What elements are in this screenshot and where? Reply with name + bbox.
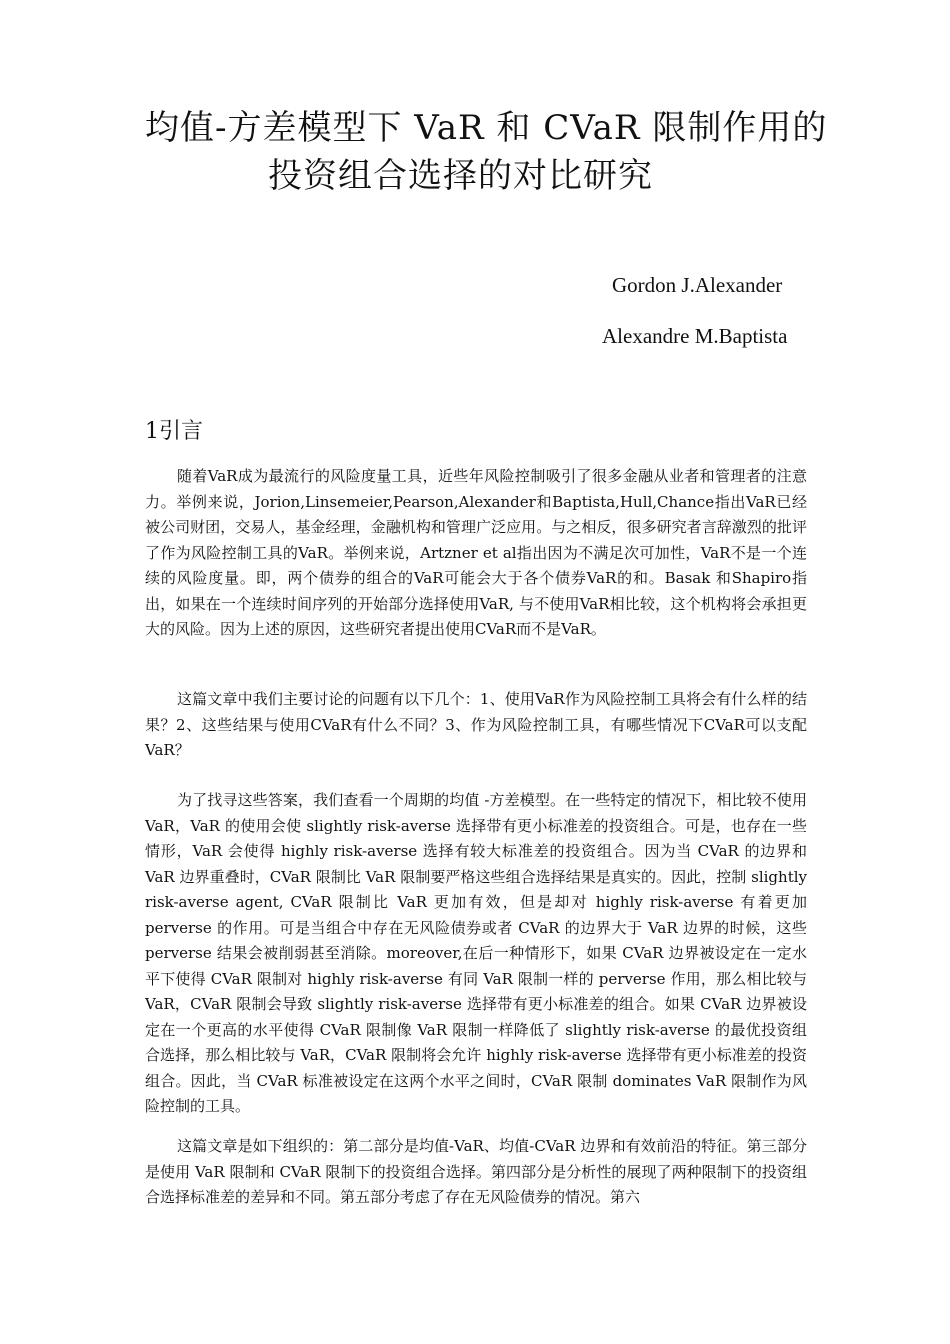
- author-name: Alexandre M.Baptista: [602, 324, 788, 348]
- body-paragraph: 随着VaR成为最流行的风险度量工具，近些年风险控制吸引了很多金融从业者和管理者的注意力。举例来说，Jorion,Linsemeier,Pearson,Alexander和Baptista,Hull,Chance指出VaR已经被公司财团，交易人，基金经理，金融机构和管理广泛应用。与之相反，很多研究者言辞激烈的批评了作为风险控制工具的VaR。举例来说，Artzner et al指出因为不满足次可加性，VaR不是一个连续的风险度量。即，两个债券的组合的VaR可能会大于各个债券VaR的和。Basak 和Shapiro指出，如果在一个连续时间序列的开始部分选择使用VaR, 与不使用VaR相比较，这个机构将会承担更大的风险。因为上述的原因，这些研究者提出使用CVaR而不是VaR。: [145, 467, 807, 638]
- title-line-2: 投资组合选择的对比研究: [268, 156, 653, 196]
- body-paragraph: 这篇文章是如下组织的：第二部分是均值-VaR、均值-CVaR 边界和有效前沿的特征。第三部分是使用 VaR 限制和 CVaR 限制下的投资组合选择。第四部分是分析性的展现了两种限制下的投资组合选择标准差的差异和不同。第五部分考虑了存在无风险债券的情况。第六: [145, 1137, 807, 1206]
- section-heading: 1引言: [145, 419, 203, 444]
- author-name: Gordon J.Alexander: [612, 273, 783, 297]
- body-paragraph: 这篇文章中我们主要讨论的问题有以下几个：1、使用VaR作为风险控制工具将会有什么样的结果？2、这些结果与使用CVaR有什么不同？3、作为风险控制工具，有哪些情况下CVaR可以支配VaR？: [145, 690, 807, 759]
- title-line-1: 均值-方差模型下 VaR 和 CVaR 限制作用的: [145, 108, 828, 148]
- body-paragraph: 为了找寻这些答案，我们查看一个周期的均值 -方差模型。在一些特定的情况下，相比较不使用 VaR，VaR 的使用会使 slightly risk-averse 选择带有更小标准差的投资组合。可是，也存在一些情形，VaR 会使得 highly risk-averse 选择有较大标准差的投资组合。因为当 CVaR 的边界和 VaR 边界重叠时，CVaR 限制比 VaR 限制要严格这些组合选择结果是真实的。因此，控制 slightly risk-averse agent, CVaR 限制比 VaR 更加有效，但是却对 highly risk-averse 有着更加 perverse 的作用。可是当组合中存在无风险债券或者 CVaR 的边界大于 VaR 边界的时候，这些 perverse 结果会被削弱甚至消除。moreover,在后一种情形下，如果 CVaR 边界被设定在一定水平下使得 CVaR 限制对 highly risk-averse 有同 VaR 限制一样的 perverse 作用，那么相比较与 VaR，CVaR 限制会导致 slightly risk-averse 选择带有更小标准差的组合。如果 CVaR 边界被设定在一个更高的水平使得 CVaR 限制像 VaR 限制一样降低了 slightly risk-averse 的最优投资组合选择，那么相比较与 VaR，CVaR 限制将会允许 highly risk-averse 选择带有更小标准差的投资组合。因此，当 CVaR 标准被设定在这两个水平之间时，CVaR 限制 dominates VaR 限制作为风险控制的工具。: [145, 791, 807, 1115]
